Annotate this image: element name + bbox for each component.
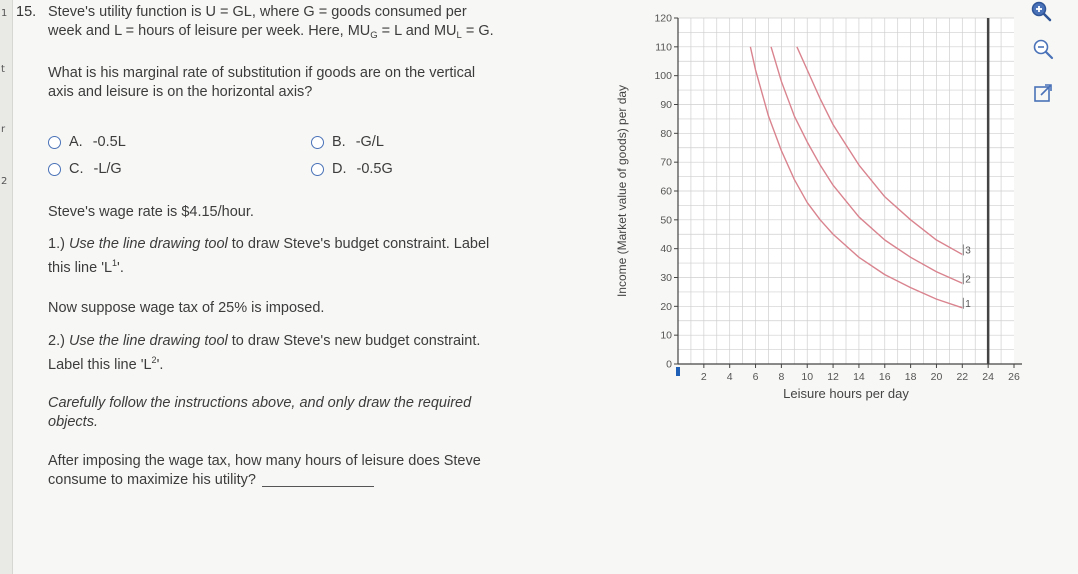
y-tick-label: 0: [666, 358, 672, 371]
y-tick-label: 110: [655, 41, 672, 54]
x-tick-label: 26: [1008, 371, 1020, 383]
careful-note-line2: objects.: [48, 414, 98, 430]
x-tick-label: 10: [801, 371, 814, 383]
x-tick-label: 22: [956, 371, 969, 383]
y-tick-label: 40: [660, 243, 672, 256]
edge-mark: 1: [1, 8, 8, 19]
radio-button[interactable]: [311, 163, 324, 176]
expand-icon[interactable]: [1030, 80, 1056, 106]
indifference-curve-graph[interactable]: [610, 0, 1028, 420]
origin-handle[interactable]: [676, 367, 680, 376]
utility-statement-line1: Steve's utility function is U = GL, where G = goods consumed per: [48, 4, 467, 20]
edge-mark: 2: [1, 176, 8, 187]
final-question-line1: After imposing the wage tax, how many hours of leisure does Steve: [48, 453, 481, 469]
final-question-line2: consume to maximize his utility?: [48, 471, 588, 490]
y-tick-label: 100: [654, 70, 672, 83]
instruction-2-line2: Label this line '$L^2$'.: [48, 355, 164, 373]
left-scroll-edge: [0, 0, 13, 574]
y-tick-label: 20: [660, 300, 672, 313]
mrs-question-line2: axis and leisure is on the horizontal axis?: [48, 84, 313, 100]
choice-c[interactable]: C. -L/G: [48, 161, 122, 177]
mrs-question-line1: What is his marginal rate of substitution if goods are on the vertical: [48, 65, 476, 81]
x-tick-label: 2: [700, 371, 707, 383]
zoom-out-icon[interactable]: [1030, 36, 1056, 62]
x-tick-label: 18: [904, 371, 917, 383]
wage-statement: Steve's wage rate is $4.15/hour.: [48, 204, 254, 220]
x-tick-label: 6: [752, 371, 759, 383]
curve-label-3: 3: [965, 245, 971, 257]
curve-label-1: 1: [965, 298, 971, 310]
x-tick-label: 20: [930, 371, 943, 383]
x-tick-label: 12: [827, 371, 839, 383]
y-tick-label: 50: [660, 214, 672, 227]
choice-b[interactable]: B. -G/L: [311, 134, 384, 150]
tax-statement: Now suppose wage tax of 25% is imposed.: [48, 300, 325, 316]
y-tick-label: 80: [660, 127, 672, 140]
x-tick-label: 24: [982, 371, 994, 383]
radio-button[interactable]: [48, 136, 61, 149]
utility-statement-line2: week and L = hours of leisure per week. Here, $MU_G = L$ and $MU_L = G$.: [48, 23, 494, 41]
careful-note-line1: Carefully follow the instructions above, and only draw the required: [48, 395, 472, 411]
instruction-2-line1: 2.) Use the line drawing tool to draw Steve's new budget constraint.: [48, 333, 481, 349]
x-tick-label: 4: [726, 371, 733, 383]
y-axis-title: Income (Market value of goods) per day: [615, 84, 629, 298]
choice-d[interactable]: D. -0.5G: [311, 161, 393, 177]
y-tick-label: 90: [660, 99, 672, 111]
x-tick-label: 8: [778, 371, 785, 383]
x-tick-label: 16: [878, 371, 891, 383]
curve-label-2: 2: [965, 274, 971, 286]
y-tick-label: 60: [660, 185, 672, 198]
instruction-1-line2: this line '$L^1$'.: [48, 258, 124, 276]
answer-input[interactable]: [262, 472, 374, 487]
radio-button[interactable]: [311, 136, 324, 149]
zoom-in-icon[interactable]: [1028, 0, 1054, 24]
question-number: 15.: [16, 4, 37, 20]
instruction-1-line1: 1.) Use the line drawing tool to draw Steve's budget constraint. Label: [48, 236, 490, 252]
x-tick-label: 14: [853, 371, 865, 383]
choice-a[interactable]: A. -0.5L: [48, 134, 126, 150]
x-axis-title: Leisure hours per day: [783, 386, 909, 401]
y-tick-label: 10: [660, 329, 672, 342]
edge-mark: t: [1, 64, 5, 75]
edge-mark: r: [1, 124, 6, 135]
y-tick-label: 70: [660, 156, 672, 169]
y-tick-label: 120: [654, 12, 672, 25]
y-tick-label: 30: [660, 272, 672, 284]
radio-button[interactable]: [48, 163, 61, 176]
